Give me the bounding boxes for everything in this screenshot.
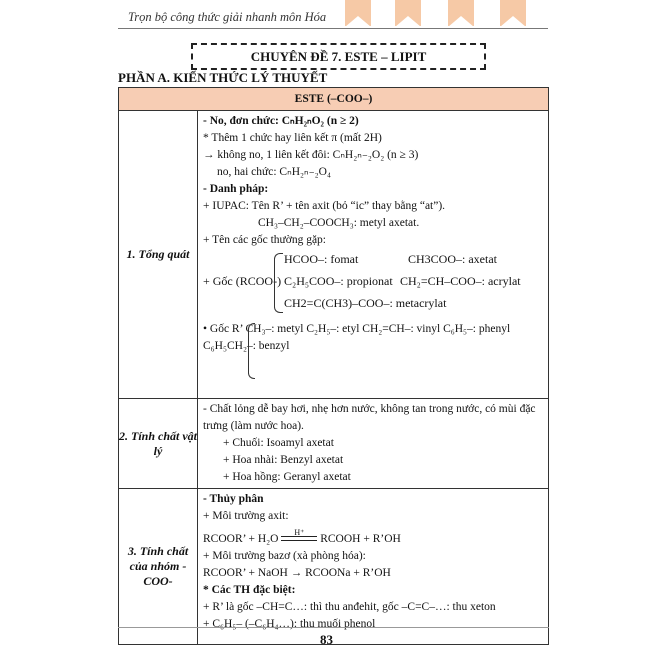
row-content-general: [198, 111, 549, 399]
ribbon-icon: [395, 0, 421, 26]
equilibrium-arrow-icon: [281, 528, 317, 546]
part-title: PHẦN A. KIẾN THỨC LÝ THUYẾT: [118, 70, 328, 85]
text-line: - Thủy phân: [203, 493, 264, 505]
list-item: HCOO–: fomat: [284, 252, 359, 266]
list-item: CH2=C(CH3)–COO–: metacrylat: [284, 296, 447, 310]
text-line: + Hoa hồng: Geranyl axetat: [223, 471, 351, 483]
row-label-coo-group: 3. Tính chất của nhóm -COO-: [119, 489, 198, 645]
text-line: + Tên các gốc thường gặp:: [203, 234, 327, 246]
text-line: - No, đơn chức: CₙH₂ₙO₂ (n ≥ 2): [203, 115, 359, 127]
text-line: no, hai chức: CₙH₂ₙ₋₂O₄: [217, 166, 331, 178]
text-line: * Thêm 1 chức hay liên kết π (mất 2H): [203, 132, 382, 144]
running-header: Trọn bộ công thức giải nhanh môn Hóa: [128, 10, 327, 24]
theory-table: [118, 87, 549, 645]
text-line: + IUPAC: Tên R’ + tên axit (bỏ “ic” thay bằng “at”).: [203, 200, 446, 212]
list-item: CH₂=CH–: vinyl: [362, 323, 441, 335]
table-title: ESTE (–COO–): [119, 88, 549, 111]
alkyl-group-list: [203, 321, 543, 381]
list-item: C₂H₅–: etyl: [306, 323, 360, 335]
alkyl-group-label: • Gốc R’: [203, 323, 243, 335]
text-line: - Danh pháp:: [203, 183, 269, 195]
ribbon-icon: [345, 0, 371, 26]
header-rule: [118, 28, 548, 29]
text-line: → không no, 1 liên kết đôi: CₙH₂ₙ₋₂O₂ (n ≥ 3): [203, 149, 419, 161]
text-line: * Các TH đặc biệt:: [203, 584, 296, 596]
equation-right: RCOOH + R’OH: [320, 533, 401, 545]
text-line: + R’ là gốc –CH=C…: thì thu anđehit, gốc –C=C–…: thu xeton: [203, 601, 496, 613]
text-line: + Môi trường bazơ (xà phòng hóa):: [203, 550, 366, 562]
brace-icon: [248, 323, 255, 379]
list-item: C₂H₅COO–: propionat: [284, 274, 393, 288]
text-line: + Hoa nhài: Benzyl axetat: [223, 454, 344, 466]
row-label-general: 1. Tổng quát: [119, 111, 198, 399]
acid-group-label: + Gốc (RCOO-): [203, 274, 282, 288]
list-item: C₆H₅CH₂–: benzyl: [203, 340, 290, 352]
text-line: + Môi trường axit:: [203, 510, 289, 522]
text-line: + C₆H₅– (–C₆H₄…): thu muối phenol: [203, 618, 376, 630]
list-item: C₆H₅–: phenyl: [443, 323, 511, 335]
text-line: CH₃–CH₂–COOCH₃: metyl axetat.: [258, 217, 420, 229]
ribbon-icon: [500, 0, 526, 26]
list-item: CH3COO–: axetat: [408, 252, 497, 266]
catalyst-label: H⁺: [294, 528, 305, 538]
text-line: RCOOR’ + NaOH → RCOONa + R’OH: [203, 567, 391, 579]
equation-acid: [203, 528, 543, 548]
page-number: 83: [320, 632, 333, 647]
row-content-physical: [198, 399, 549, 489]
text-line: - Chất lỏng dễ bay hơi, nhẹ hơn nước, không tan trong nước, có mùi đặc trưng (làm nước hoa).: [203, 403, 536, 432]
acid-group-list: [203, 249, 543, 317]
chapter-title: CHUYÊN ĐỀ 7. ESTE – LIPIT: [191, 43, 486, 70]
equation-left: RCOOR’ + H₂O: [203, 533, 279, 545]
footer-rule: [118, 627, 549, 628]
list-item: CH₂=CH–COO–: acrylat: [400, 274, 521, 288]
row-label-physical: 2. Tính chất vật lý: [119, 399, 198, 489]
brace-icon: [274, 253, 283, 313]
list-item: CH₃–: metyl: [245, 323, 304, 335]
text-line: + Chuối: Isoamyl axetat: [223, 437, 334, 449]
ribbon-icon: [448, 0, 474, 26]
row-content-coo-group: [198, 489, 549, 645]
